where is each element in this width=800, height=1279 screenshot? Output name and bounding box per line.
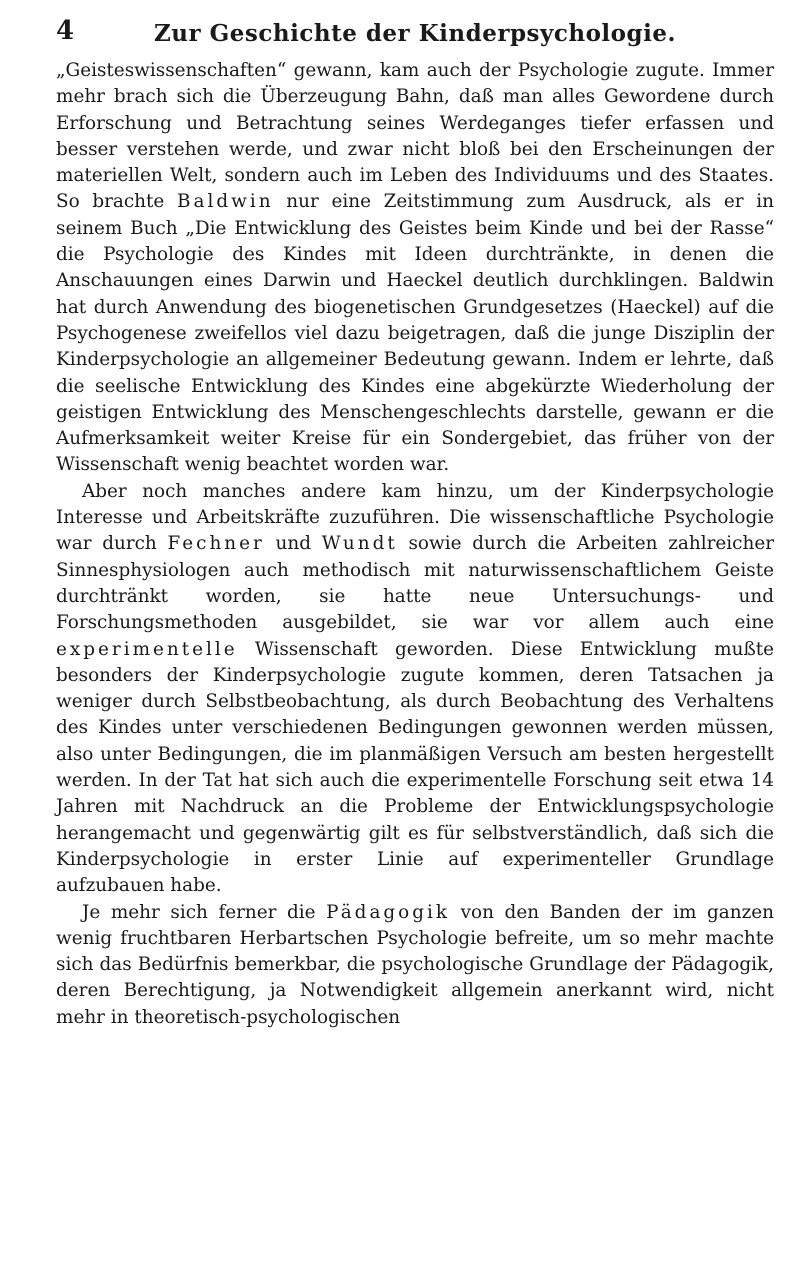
paragraph <box>56 900 774 1031</box>
page-number: 4 <box>56 16 75 46</box>
body-text <box>56 58 774 1031</box>
paragraph <box>56 479 774 900</box>
spaced-name-baldwin: Baldwin <box>177 191 274 213</box>
text-run: sowie durch die Arbeiten zahlreicher Sinnesphysiologen auch methodisch mit naturwissenschaftlichem Geiste durchtränkt worden, sie hatte neue Untersuchungs- und Forschungsmethoden ausgebildet, sie war vor allem auch eine <box>56 533 774 634</box>
text-run: „Geisteswissenschaften“ gewann, kam auch der Psychologie zugute. Immer mehr brach sich die Überzeugung Bahn, daß man alles Gewordene durch Erforschung und Betrachtung seines Werdeganges tiefer erfassen und besser verstehen werde, und zwar nicht bloß bei den Erscheinungen der materiellen Welt, sondern auch im Leben des Individuums und des Staates. So brachte <box>56 60 774 213</box>
spaced-name-fechner: Fechner <box>167 533 265 555</box>
text-run: Je mehr sich ferner die <box>82 901 327 923</box>
text-run: und <box>264 533 322 555</box>
running-title: Zur Geschichte der Kinderpsychologie. <box>154 20 676 47</box>
text-run: nur eine Zeitstimmung zum Ausdruck, als er in seinem Buch „Die Entwicklung des Geistes beim Kinde und bei der Rasse“ die Psychologie des Kindes mit Ideen durchtränkte, in denen die Anschauungen eines Darwin und Haeckel deutlich durchklingen. Baldwin hat durch Anwendung des biogenetischen Grundgesetzes (Haeckel) auf die Psychogenese zweifellos viel dazu beigetragen, daß die junge Disziplin der Kinderpsychologie an allgemeiner Bedeutung gewann. Indem er lehrte, daß die seelische Entwicklung des Kindes eine abgekürzte Wiederholung der geistigen Entwicklung des Menschengeschlechts darstelle, gewann er die Aufmerksamkeit weiter Kreise für ein Sondergebiet, das früher von der Wissenschaft wenig beachtet worden war. <box>56 191 774 476</box>
text-run: Aber noch manches andere kam hinzu, um der Kinderpsychologie Interesse und Arbeitskräfte zuzuführen. Die wissenschaftliche Psychologie war durch <box>56 480 774 555</box>
text-run: Wissenschaft geworden. Diese Entwicklung mußte besonders der Kinderpsychologie zugute kommen, deren Tatsachen ja weniger durch Selbstbeobachtung, als durch Beobachtung des Verhaltens des Kindes unter verschiedenen Bedingungen gewonnen werden müssen, also unter Bedingungen, die im planmäßigen Versuch am besten hergestellt werden. In der Tat hat sich auch die experimentelle Forschung seit etwa 14 Jahren mit Nachdruck an die Probleme der Entwicklungspsychologie herangemacht und gegenwärtig gilt es für selbstverständlich, daß sich die Kinderpsychologie in erster Linie auf experimenteller Grundlage aufzubauen habe. <box>56 638 774 897</box>
paragraph-continuation <box>56 58 774 479</box>
spaced-word-paedagogik: Pädagogik <box>326 901 451 923</box>
running-header <box>56 14 774 52</box>
spaced-name-wundt: Wundt <box>321 533 398 555</box>
spaced-word-experimentelle: experimentelle <box>56 638 238 660</box>
text-run: von den Banden der im ganzen wenig fruchtbaren Herbartschen Psychologie befreite, um so mehr machte sich das Bedürfnis bemerkbar, die psychologische Grundlage der Pädagogik, deren Berechtigung, ja Notwendigkeit allgemein anerkannt wird, nicht mehr in theoretisch-psychologischen <box>56 901 774 1028</box>
